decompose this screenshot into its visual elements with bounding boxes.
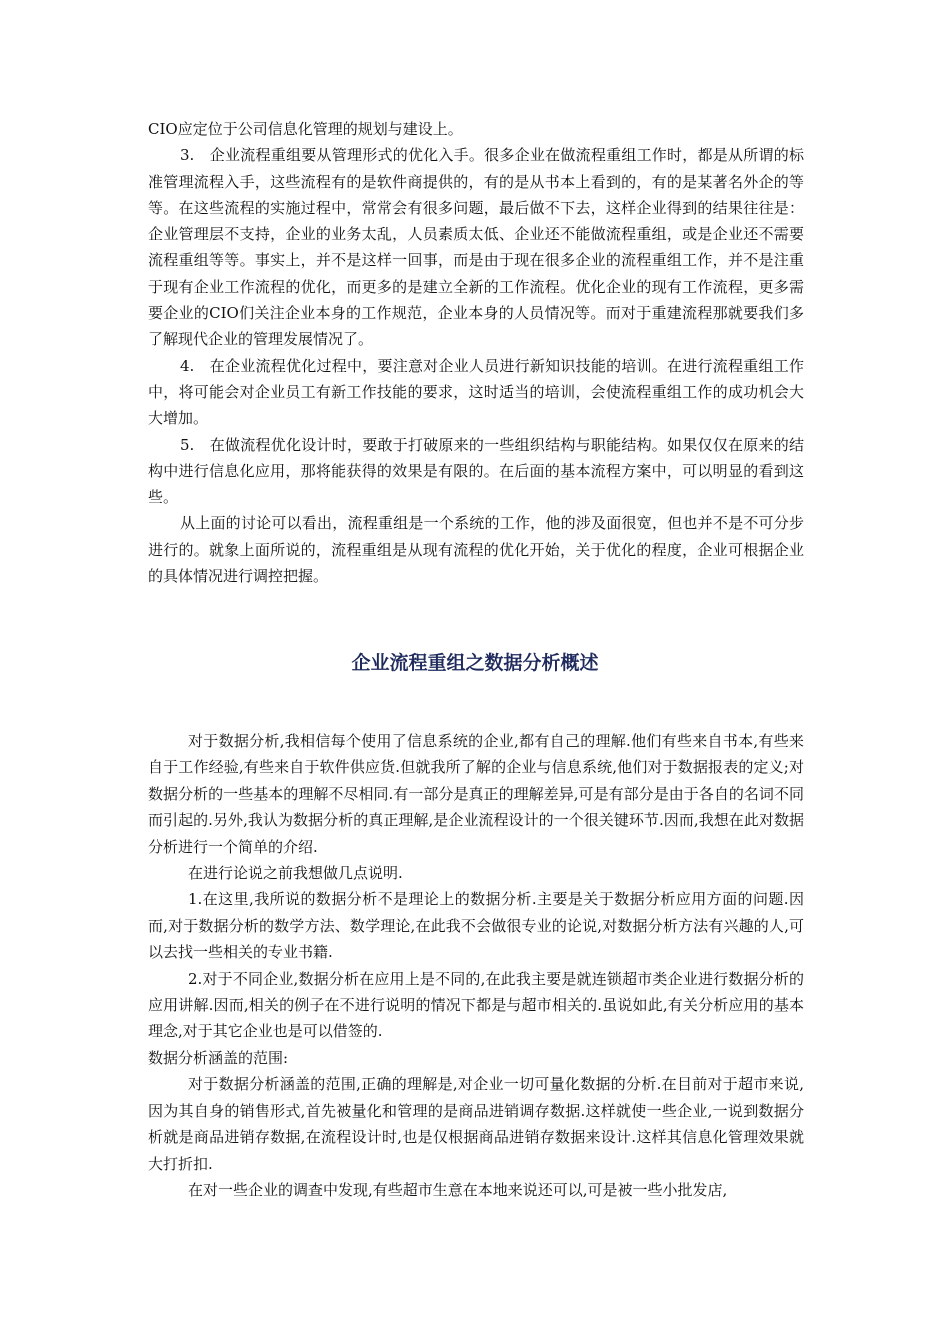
paragraph-survey: 在对一些企业的调查中发现,有些超市生意在本地来说还可以,可是被一些小批发店, [188, 1180, 728, 1199]
paragraph-point-5: 5. 在做流程优化设计时，要敢于打破原来的一些组织结构与职能结构。如果仅仅在原来的结构中进行信息化应用，那将能获得的效果是有限的。在后面的基本流程方案中，可以明显的看到这些。 [148, 435, 804, 507]
paragraph-scope-title: 数据分析涵盖的范围: [148, 1048, 289, 1067]
section-heading: 企业流程重组之数据分析概述 [351, 652, 599, 674]
paragraph-preface: 在进行论说之前我想做几点说明. [188, 864, 403, 883]
paragraph-scope-body: 对于数据分析涵盖的范围,正确的理解是,对企业一切可量化数据的分析.在目前对于超市来说,因为其自身的销售形式,首先被量化和管理的是商品进销调存数据.这样就使一些企业,一说到数据分析就是商品进销存数据,在流程设计时,也是仅根据商品进销存数据来设计.这样其信息化管理效果就大打折扣. [148, 1075, 804, 1173]
paragraph-note-2: 2.对于不同企业,数据分析在应用上是不同的,在此我主要是就连锁超市类企业进行数据分析的应用讲解.因而,相关的例子在不进行说明的情况下都是与超市相关的.虽说如此,有关分析应用的基本理念,对于其它企业也是可以借签的. [148, 969, 804, 1041]
paragraph-note-1: 1.在这里,我所说的数据分析不是理论上的数据分析.主要是关于数据分析应用方面的问题.因而,对于数据分析的数学方法、数学理论,在此我不会做很专业的论说,对数据分析方法有兴趣的人,可以去找一些相关的专业书籍. [148, 890, 804, 962]
paragraph-point-3: 3. 企业流程重组要从管理形式的优化入手。很多企业在做流程重组工作时，都是从所谓的标准管理流程入手，这些流程有的是软件商提供的，有的是从书本上看到的，有的是某著名外企的等等。在这些流程的实施过程中，常常会有很多问题，最后做不下去，这样企业得到的结果往往是：企业管理层不支持，企业的业务太乱，人员素质太低、企业还不能做流程重组，或是企业还不需要流程重组等等。事实上，并不是这样一回事，而是由于现在很多企业的流程重组工作，并不是注重于现有企业工作流程的优化，而更多的是建立全新的工作流程。优化企业的现有工作流程，更多需要企业的CIO们关注企业本身的工作规范，企业本身的人员情况等。而对于重建流程那就要我们多了解现代企业的管理发展情况了。 [148, 146, 804, 349]
section-data-analysis [148, 728, 804, 1203]
paragraph-point-4: 4. 在企业流程优化过程中，要注意对企业人员进行新知识技能的培训。在进行流程重组工作中，将可能会对企业员工有新工作技能的要求，这时适当的培训，会使流程重组工作的成功机会大大增加。 [148, 356, 804, 428]
paragraph-cio-positioning: CIO应定位于公司信息化管理的规划与建设上。 [148, 120, 463, 138]
section-process-reengineering [148, 116, 804, 589]
paragraph-intro: 对于数据分析,我相信每个使用了信息系统的企业,都有自己的理解.他们有些来自书本,有些来自于工作经验,有些来自于软件供应货.但就我所了解的企业与信息系统,他们对于数据报表的定义;对数据分析的一些基本的理解不尽相同.有一部分是真正的理解差异,可是有部分是由于各自的名词不同而引起的.另外,我认为数据分析的真正理解,是企业流程设计的一个很关键环节.因而,我想在此对数据分析进行一个简单的介绍. [148, 732, 804, 856]
paragraph-conclusion: 从上面的讨论可以看出，流程重组是一个系统的工作，他的涉及面很宽，但也并不是不可分步进行的。就象上面所说的，流程重组是从现有流程的优化开始，关于优化的程度，企业可根据企业的具体情况进行调控把握。 [148, 514, 804, 586]
